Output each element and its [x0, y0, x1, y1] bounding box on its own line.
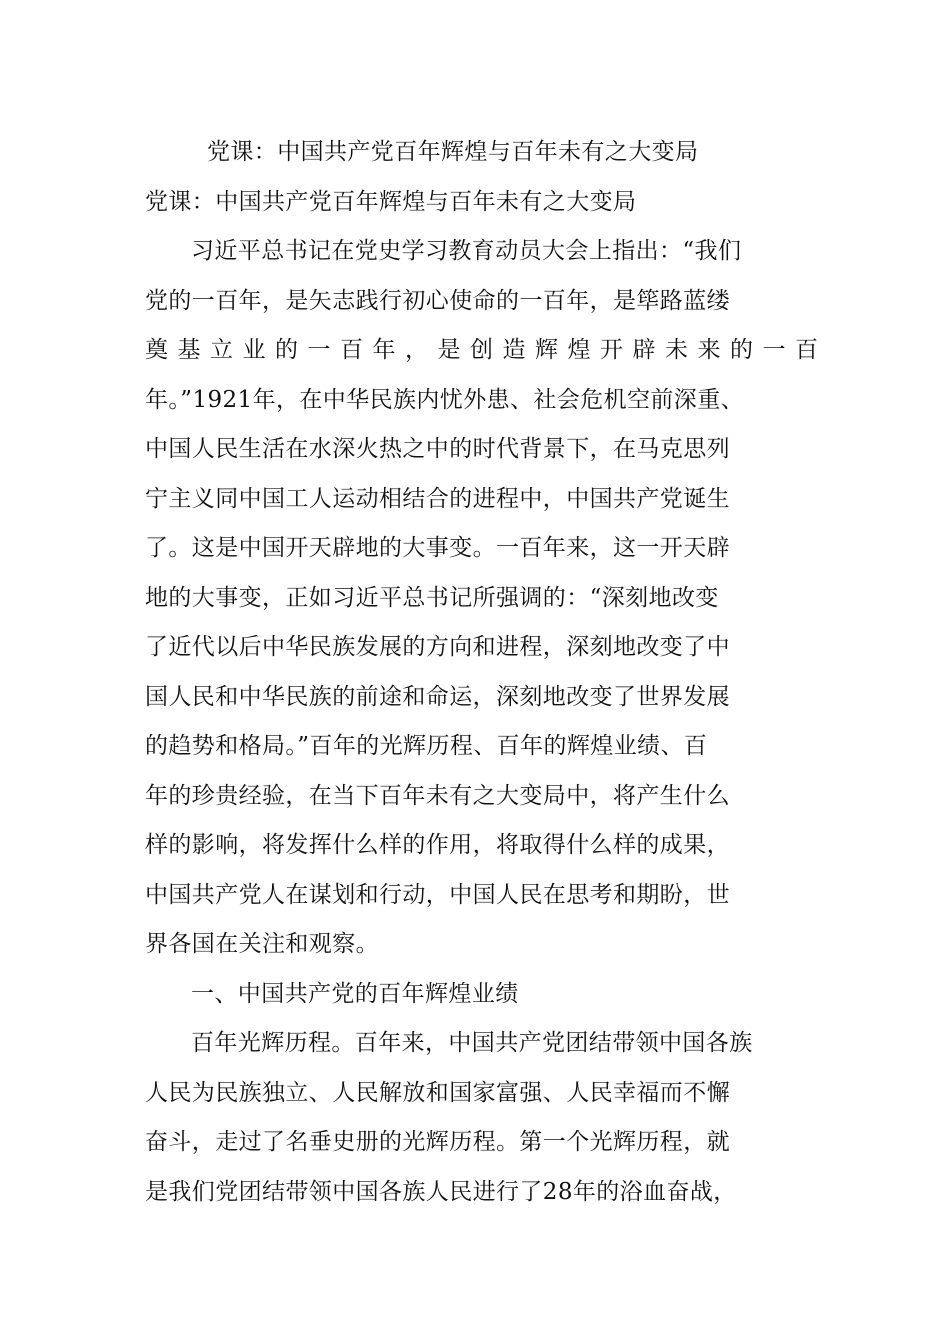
section-heading: 一、中国共产党的百年辉煌业绩 [191, 980, 519, 1007]
document-subtitle: 党课：中国共产党百年辉煌与百年未有之大变局 [145, 188, 637, 215]
document-title: 党课：中国共产党百年辉煌与百年未有之大变局 [207, 139, 699, 165]
text-line: 界各国在关注和观察。 [145, 931, 379, 957]
text-line: 百年光辉历程。百年来，中国共产党团结带领中国各族 [191, 1030, 753, 1056]
text-line: 习近平总书记在党史学习教育动员大会上指出：“我们 [191, 238, 742, 264]
text-line: 是我们党团结带领中国各族人民进行了28年的浴血奋战， [145, 1178, 737, 1205]
text-line: 中国共产党人在谋划和行动，中国人民在思考和期盼，世 [145, 881, 730, 908]
document-page [145, 128, 828, 1217]
text-line: 了。这是中国开天辟地的大事变。一百年来，这一开天辟 [145, 535, 730, 561]
text-line: 国人民和中华民族的前途和命运，深刻地改变了世界发展 [145, 683, 730, 710]
text-line: 奋斗，走过了名垂史册的光辉历程。第一个光辉历程，就 [145, 1129, 730, 1155]
text-line: 人民为民族独立、人民解放和国家富强、人民幸福而不懈 [145, 1079, 730, 1106]
text-line: 样的影响，将发挥什么样的作用，将取得什么样的成果， [145, 832, 730, 858]
text-line: 地的大事变，正如习近平总书记所强调的：“深刻地改变 [145, 584, 719, 611]
text-line: 的趋势和格局。”百年的光辉历程、百年的辉煌业绩、百 [145, 733, 708, 759]
text-line: 年。”1921年，在中华民族内忧外患、社会危机空前深重、 [145, 386, 744, 413]
text-line: 宁主义同中国工人运动相结合的进程中，中国共产党诞生 [145, 485, 730, 512]
text-line: 党的一百年，是矢志践行初心使命的一百年，是筚路蓝缕 [145, 287, 730, 314]
text-line: 奠基立业的一百年，是创造辉煌开辟未来的一百 [145, 337, 828, 363]
text-line: 年的珍贵经验，在当下百年未有之大变局中，将产生什么 [145, 782, 730, 809]
text-line: 中国人民生活在水深火热之中的时代背景下，在马克思列 [145, 436, 730, 462]
text-line: 了近代以后中华民族发展的方向和进程，深刻地改变了中 [145, 634, 730, 660]
paragraph-history [145, 1019, 807, 1217]
paragraph-intro [145, 227, 828, 970]
